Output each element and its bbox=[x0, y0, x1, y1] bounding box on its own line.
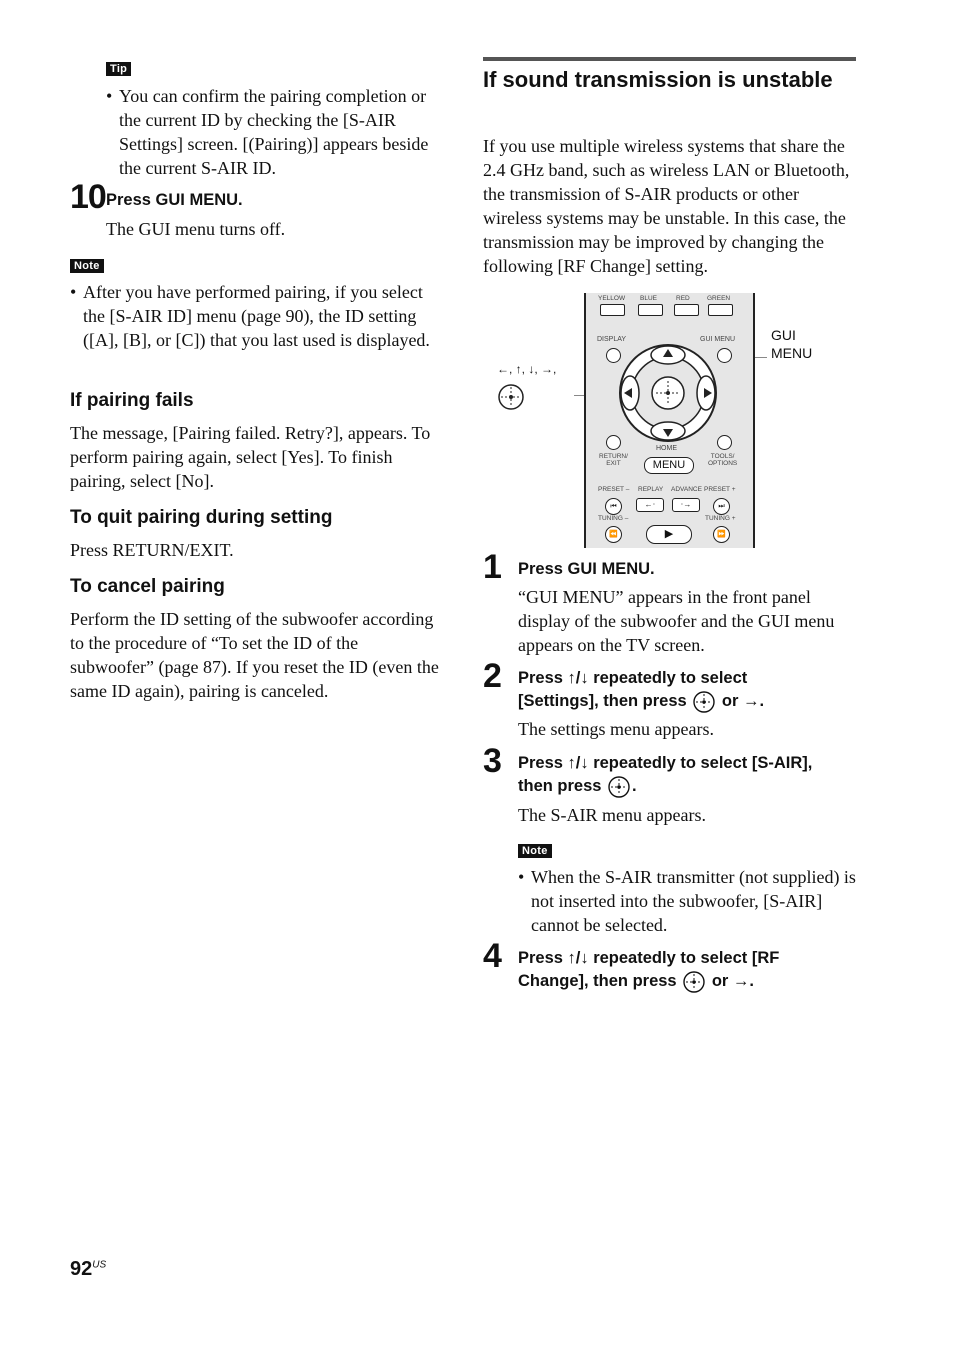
note-text-right: When the S-AIR transmitter (not supplied) is not inserted into the subwoofer, [S-AIR] cannot be selected. bbox=[531, 867, 856, 935]
return-exit-label-1: RETURN/ bbox=[599, 453, 628, 460]
step-3-instruction bbox=[518, 752, 863, 798]
note-text: After you have performed pairing, if you select the [S-AIR ID] menu (page 90), the ID setting ([A], [B], or [C]) that you last used is displayed. bbox=[83, 282, 430, 350]
rewind-icon[interactable]: ⏪ bbox=[605, 526, 622, 543]
tip-text: You can confirm the pairing completion or the current ID by checking the [S-AIR Settings] screen. [(Pairing)] appears beside the current S-AIR ID. bbox=[119, 86, 429, 178]
step-2-line2b: or →. bbox=[721, 692, 765, 710]
green-label: GREEN bbox=[707, 295, 731, 302]
return-exit-button[interactable] bbox=[606, 435, 621, 450]
replay-label: REPLAY bbox=[638, 486, 664, 493]
page-number-suffix: US bbox=[92, 1259, 107, 1271]
red-button[interactable] bbox=[674, 304, 699, 316]
step-3-result: The S-AIR menu appears. bbox=[518, 805, 706, 825]
section-heading: If sound transmission is unstable bbox=[483, 67, 833, 92]
step-10-instruction: Press GUI MENU. bbox=[106, 191, 243, 209]
gui-menu-button[interactable] bbox=[717, 348, 732, 363]
tools-options-label-1: TOOLS/ bbox=[710, 453, 735, 460]
yellow-label: YELLOW bbox=[598, 295, 626, 302]
tuning-minus-label: TUNING – bbox=[598, 515, 629, 522]
gui-menu-callout-line1: GUI bbox=[771, 327, 796, 343]
fast-forward-icon[interactable]: ⏩ bbox=[713, 526, 730, 543]
blue-label: BLUE bbox=[640, 295, 657, 302]
direction-pad[interactable] bbox=[618, 343, 718, 443]
step-10-result: The GUI menu turns off. bbox=[106, 219, 286, 239]
step-4-line2a: Change], then press bbox=[518, 972, 677, 990]
quit-pairing-text: Press RETURN/EXIT. bbox=[70, 540, 234, 560]
return-exit-label-2: EXIT bbox=[606, 460, 621, 467]
gui-menu-callout-line2: MENU bbox=[771, 345, 813, 361]
play-icon[interactable]: ▶ bbox=[646, 525, 692, 544]
step-2-number: 2 bbox=[483, 657, 501, 695]
cancel-pairing-text: Perform the ID setting of the subwoofer according to the procedure of “To set the ID of the subwoofer” (page 87). If you reset the ID (even the same ID again), pairing is canceled. bbox=[70, 609, 439, 701]
display-label: DISPLAY bbox=[597, 336, 627, 343]
step-1-result: “GUI MENU” appears in the front panel display of the subwoofer and the GUI menu appears on the TV screen. bbox=[518, 587, 835, 655]
step-1-instruction: Press GUI MENU. bbox=[518, 560, 655, 578]
step-4-number: 4 bbox=[483, 937, 501, 975]
enter-icon bbox=[691, 691, 717, 713]
tip-badge: Tip bbox=[106, 62, 131, 76]
home-label: HOME bbox=[656, 445, 677, 452]
preset-minus-label: PRESET – bbox=[598, 486, 630, 493]
step-3-line1: Press ↑/↓ repeatedly to select [S-AIR], bbox=[518, 754, 813, 772]
advance-button[interactable]: ·→ bbox=[672, 498, 700, 512]
red-label: RED bbox=[676, 295, 690, 302]
step-2-line2a: [Settings], then press bbox=[518, 692, 687, 710]
step-2-line2 bbox=[518, 690, 858, 713]
page-number-value: 92 bbox=[70, 1258, 93, 1280]
advance-label: ADVANCE bbox=[671, 486, 702, 493]
replay-button[interactable]: ←· bbox=[636, 498, 664, 512]
step-4-line1: Press ↑/↓ repeatedly to select [RF bbox=[518, 949, 780, 967]
intro-paragraph: If you use multiple wireless systems that share the 2.4 GHz band, such as wireless LAN or Bluetooth, the transmission of S-AIR products or other wireless systems may be unstable. In this case, the transmission may be improved by changing the following [RF Change] setting. bbox=[483, 136, 850, 276]
step-2-line1: Press ↑/↓ repeatedly to select bbox=[518, 669, 748, 687]
pairing-fails-heading: If pairing fails bbox=[70, 390, 194, 411]
return-exit-label bbox=[599, 453, 628, 467]
prev-track-icon[interactable]: ⏮ bbox=[605, 498, 622, 515]
green-button[interactable] bbox=[708, 304, 733, 316]
next-track-icon[interactable]: ⏭ bbox=[713, 498, 730, 515]
note-badge: Note bbox=[70, 259, 104, 273]
step-2-result: The settings menu appears. bbox=[518, 719, 714, 739]
step-10-number: 10 bbox=[70, 178, 106, 216]
arrows-label: ←, ↑, ↓, →, bbox=[497, 362, 557, 376]
section-rule bbox=[483, 57, 856, 61]
step-3-number: 3 bbox=[483, 742, 501, 780]
enter-callout-icon bbox=[497, 383, 525, 411]
blue-button[interactable] bbox=[638, 304, 663, 316]
step-3-line2a: then press bbox=[518, 777, 602, 795]
menu-button[interactable]: MENU bbox=[644, 457, 694, 474]
tools-options-label-2: OPTIONS bbox=[708, 460, 738, 467]
note-badge-right: Note bbox=[518, 844, 552, 858]
yellow-button[interactable] bbox=[600, 304, 625, 316]
bullet-dot: • bbox=[106, 86, 113, 106]
step-4-instruction bbox=[518, 947, 858, 993]
quit-pairing-heading: To quit pairing during setting bbox=[70, 507, 333, 528]
gui-menu-callout bbox=[771, 326, 812, 362]
step-1-number: 1 bbox=[483, 548, 501, 586]
step-4-line2 bbox=[518, 970, 858, 993]
bullet-dot: • bbox=[70, 282, 77, 302]
pairing-fails-text: The message, [Pairing failed. Retry?], appears. To perform pairing again, select [Yes]. To finish pairing, select [No]. bbox=[70, 423, 431, 491]
step-3-line2 bbox=[518, 775, 863, 798]
step-2-instruction bbox=[518, 667, 858, 713]
enter-icon bbox=[681, 971, 707, 993]
step-3-line2b: . bbox=[632, 777, 637, 795]
tools-options-button[interactable] bbox=[717, 435, 732, 450]
step-4-line2b: or →. bbox=[711, 972, 754, 990]
page-number bbox=[70, 1258, 106, 1281]
gui-menu-label: GUI MENU bbox=[700, 336, 735, 343]
enter-icon bbox=[606, 776, 632, 798]
remote-control bbox=[584, 293, 755, 548]
bullet-dot: • bbox=[518, 867, 525, 887]
cancel-pairing-heading: To cancel pairing bbox=[70, 576, 225, 597]
tuning-plus-label: TUNING + bbox=[705, 515, 736, 522]
preset-plus-label: PRESET + bbox=[704, 486, 736, 493]
tools-options-label bbox=[708, 453, 737, 467]
